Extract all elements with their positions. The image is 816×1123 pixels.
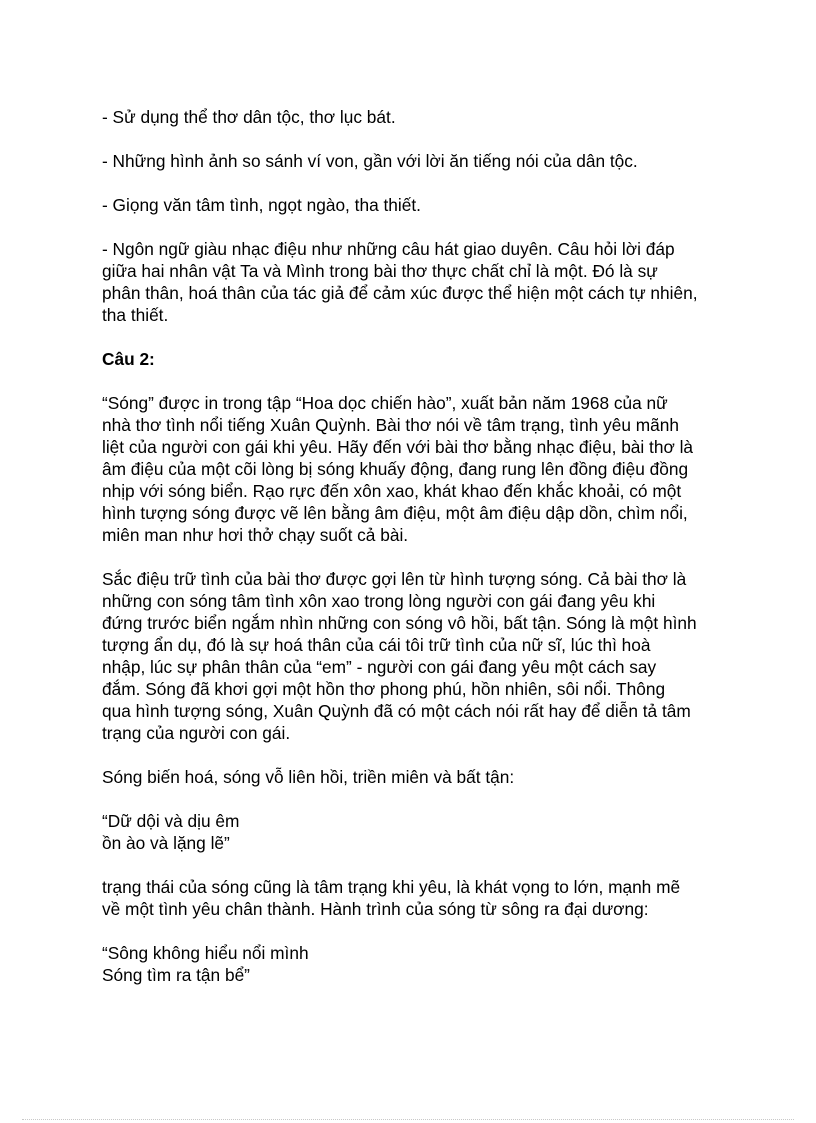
bullet-1 <box>102 106 752 128</box>
bullet-4 <box>102 238 752 326</box>
text-line: đứng trước biển ngắm nhìn những con sóng vô hồi, bất tận. Sóng là một hình <box>102 613 697 633</box>
bullet-3 <box>102 194 752 216</box>
poem-line: Sóng tìm ra tận bể” <box>102 965 250 985</box>
text-line: miên man như hơi thở chạy suốt cả bài. <box>102 525 409 545</box>
text-line: giữa hai nhân vật Ta và Mình trong bài thơ thực chất chỉ là một. Đó là sự <box>102 261 658 281</box>
text-line: hình tượng sóng được vẽ lên bằng âm điệu, một âm điệu dập dồn, chìm nổi, <box>102 503 688 523</box>
text-line: - Giọng văn tâm tình, ngọt ngào, tha thiết. <box>102 195 421 215</box>
paragraph-transition <box>102 766 752 788</box>
poem-line: “Sông không hiểu nổi mình <box>102 943 309 963</box>
document-page <box>102 106 752 1008</box>
text-line: Sóng biến hoá, sóng vỗ liên hồi, triền miên và bất tận: <box>102 767 515 787</box>
paragraph-commentary <box>102 876 752 920</box>
text-line: - Ngôn ngữ giàu nhạc điệu như những câu hát giao duyên. Câu hỏi lời đáp <box>102 239 675 259</box>
text-line: những con sóng tâm tình xôn xao trong lòng người con gái đang yêu khi <box>102 591 656 611</box>
text-line: trạng của người con gái. <box>102 723 291 743</box>
text-line: tượng ẩn dụ, đó là sự hoá thân của cái tôi trữ tình của nữ sĩ, lúc thì hoà <box>102 635 651 655</box>
poem-line: “Dữ dội và dịu êm <box>102 811 240 831</box>
text-line: - Những hình ảnh so sánh ví von, gần với lời ăn tiếng nói của dân tộc. <box>102 151 638 171</box>
text-line: - Sử dụng thể thơ dân tộc, thơ lục bát. <box>102 107 396 127</box>
text-line: nhà thơ tình nổi tiếng Xuân Quỳnh. Bài thơ nói về tâm trạng, tình yêu mãnh <box>102 415 679 435</box>
text-line: tha thiết. <box>102 305 169 325</box>
text-line: Sắc điệu trữ tình của bài thơ được gợi lên từ hình tượng sóng. Cả bài thơ là <box>102 569 687 589</box>
text-line: “Sóng” được in trong tập “Hoa dọc chiến hào”, xuất bản năm 1968 của nữ <box>102 393 668 413</box>
paragraph-intro <box>102 392 752 546</box>
page-bottom-divider <box>22 1119 794 1120</box>
poem-line: ồn ào và lặng lẽ” <box>102 833 230 853</box>
poem-quote-1 <box>102 810 752 854</box>
text-line: đắm. Sóng đã khơi gợi một hồn thơ phong phú, hồn nhiên, sôi nổi. Thông <box>102 679 666 699</box>
poem-quote-2 <box>102 942 752 986</box>
bullet-2 <box>102 150 752 172</box>
text-line: về một tình yêu chân thành. Hành trình của sóng từ sông ra đại dương: <box>102 899 649 919</box>
text-line: nhịp với sóng biển. Rạo rực đến xôn xao, khát khao đến khắc khoải, có một <box>102 481 682 501</box>
text-line: liệt của người con gái khi yêu. Hãy đến với bài thơ bằng nhạc điệu, bài thơ là <box>102 437 694 457</box>
text-line: trạng thái của sóng cũng là tâm trạng khi yêu, là khát vọng to lớn, mạnh mẽ <box>102 877 681 897</box>
text-line: nhập, lúc sự phân thân của “em” - người con gái đang yêu một cách say <box>102 657 657 677</box>
paragraph-lyric <box>102 568 752 744</box>
text-line: phân thân, hoá thân của tác giả để cảm xúc được thể hiện một cách tự nhiên, <box>102 283 698 303</box>
section-heading: Câu 2: <box>102 349 155 369</box>
text-line: qua hình tượng sóng, Xuân Quỳnh đã có một cách nói rất hay để diễn tả tâm <box>102 701 691 721</box>
text-line: âm điệu của một cõi lòng bị sóng khuấy động, đang rung lên đồng điệu đồng <box>102 459 689 479</box>
